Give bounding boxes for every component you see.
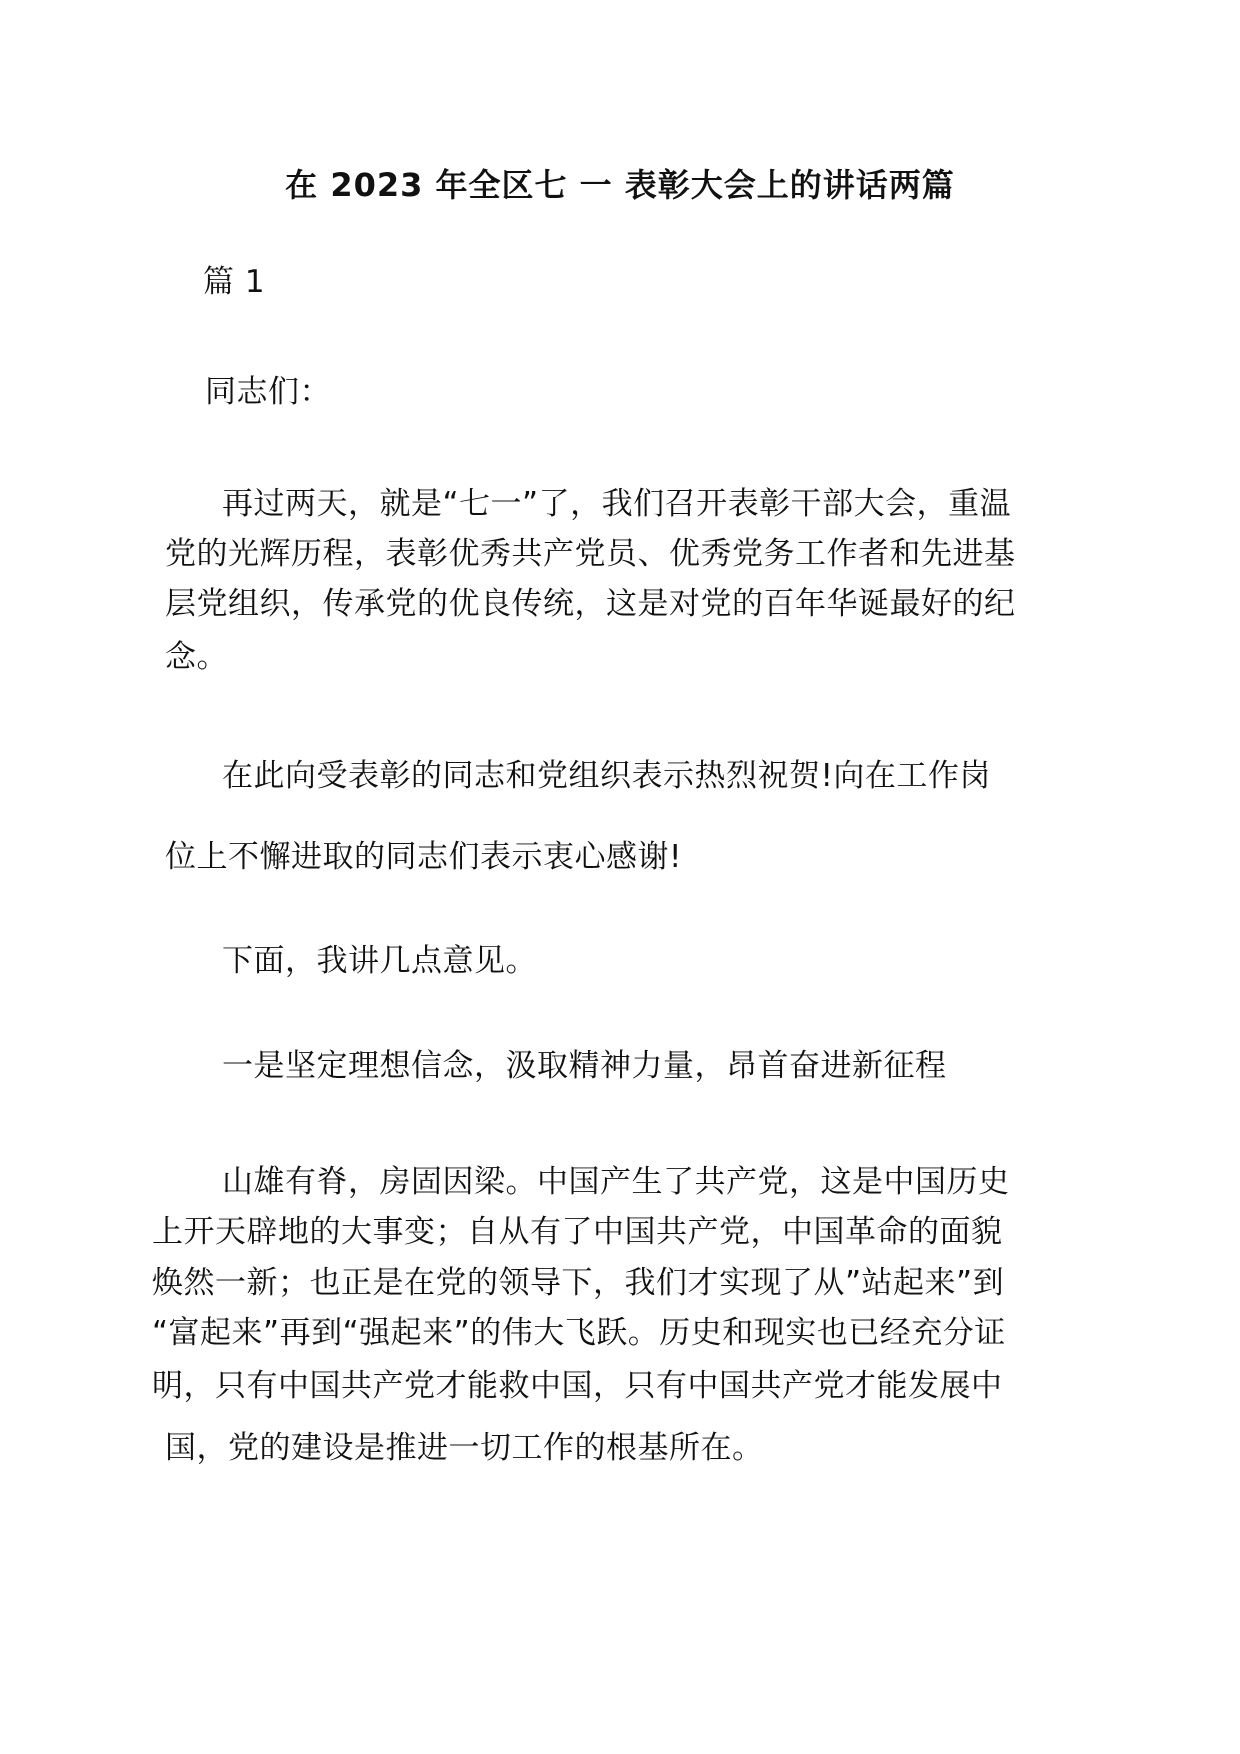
paragraph-4-line-1: 一是坚定理想信念，汲取精神力量，昂首奋进新征程 xyxy=(222,1048,947,1084)
paragraph-3-line-1: 下面，我讲几点意见。 xyxy=(222,943,537,979)
paragraph-5-line-4: “富起来”再到“强起来”的伟大飞跃。历史和现实也已经充分证 xyxy=(152,1315,1006,1351)
salutation: 同志们： xyxy=(205,374,331,410)
paragraph-1-line-3: 层党组织，传承党的优良传统，这是对党的百年华诞最好的纪 xyxy=(165,586,1016,622)
paragraph-5-line-1: 山雄有脊，房固因梁。中国产生了共产党，这是中国历史 xyxy=(222,1164,1010,1200)
paragraph-1-line-2: 党的光辉历程，表彰优秀共产党员、优秀党务工作者和先进基 xyxy=(165,536,1016,572)
paragraph-5-line-2: 上开天辟地的大事变；自从有了中国共产党，中国革命的面貌 xyxy=(152,1214,1003,1250)
paragraph-1-line-4: 念。 xyxy=(165,639,228,675)
paragraph-1-line-1: 再过两天，就是“七一”了，我们召开表彰干部大会，重温 xyxy=(222,486,1012,522)
paragraph-2-line-1: 在此向受表彰的同志和党组织表示热烈祝贺!向在工作岗 xyxy=(222,758,991,794)
document-title: 在 2023 年全区七 一 表彰大会上的讲话两篇 xyxy=(285,166,955,204)
paragraph-2-line-2: 位上不懈进取的同志们表示衷心感谢! xyxy=(165,839,682,875)
section-label: 篇 1 xyxy=(203,264,266,300)
paragraph-5-line-3: 焕然一新；也正是在党的领导下，我们才实现了从”站起来”到 xyxy=(152,1265,1005,1301)
paragraph-5-line-5: 明，只有中国共产党才能救中国，只有中国共产党才能发展中 xyxy=(152,1368,1003,1404)
paragraph-5-line-6: 国，党的建设是推进一切工作的根基所在。 xyxy=(165,1430,764,1466)
